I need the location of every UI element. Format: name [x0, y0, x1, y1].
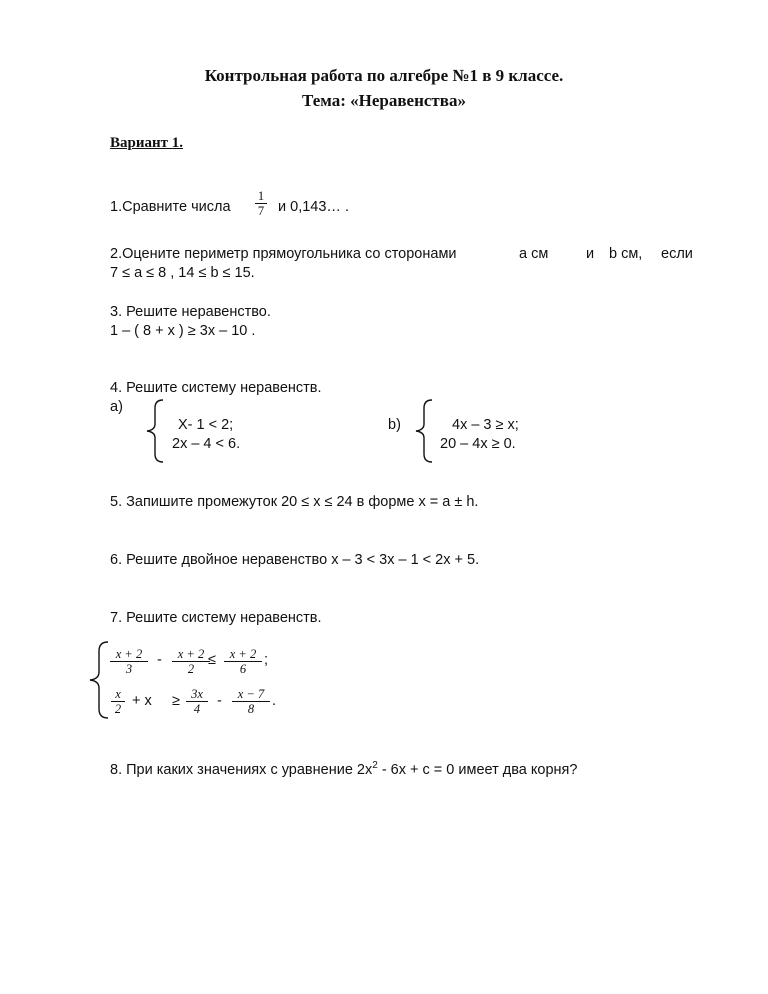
- task3-title: 3. Решите неравенство.: [110, 304, 271, 320]
- task7-r2-frac2-num: 3x: [186, 687, 208, 702]
- task7-r2-frac1-den: 2: [114, 702, 122, 716]
- task4-a-line1: Х- 1 < 2;: [178, 417, 234, 433]
- task4-b-label: b): [388, 417, 401, 433]
- task7-r1-frac1: [110, 647, 148, 676]
- task2-line1-e: если: [661, 246, 693, 262]
- task7-r1-frac3-den: 6: [239, 662, 247, 676]
- task4-b-brace: [412, 398, 434, 464]
- task2-line1-b: а см: [519, 246, 549, 262]
- task7-r2-frac3-den: 8: [247, 702, 255, 716]
- task8-text-a: 8. При каких значениях с уравнение 2х: [110, 761, 373, 778]
- task7-brace: [86, 640, 110, 720]
- task7-title: 7. Решите систему неравенств.: [110, 610, 322, 626]
- task7-r1-end: ;: [264, 652, 269, 668]
- task1-fraction: [255, 189, 267, 218]
- variant-heading: Вариант 1.: [110, 135, 184, 151]
- task7-r2-frac2: [186, 687, 208, 716]
- task7-r1-op2: ≤: [208, 652, 216, 668]
- task1-frac-den: 7: [257, 204, 265, 218]
- task7-r2-frac3-num: x − 7: [232, 687, 270, 702]
- task4-a-line2: 2х – 4 < 6.: [172, 436, 241, 452]
- task7-r2-frac3: [232, 687, 270, 716]
- task1-frac-num: 1: [255, 189, 267, 204]
- task4-b-line1: 4х – 3 ≥ х;: [452, 417, 519, 433]
- task7-r2-plus-x: + x: [132, 693, 152, 709]
- task6-text: 6. Решите двойное неравенство х – 3 < 3х – 1 < 2х + 5.: [110, 552, 480, 568]
- task1-text: 1.Сравните числа: [110, 199, 231, 215]
- task1-tail: и 0,143… .: [278, 199, 349, 215]
- task5-text: 5. Запишите промежуток 20 ≤ х ≤ 24 в форме х = а ± h.: [110, 494, 479, 510]
- task2-line2: 7 ≤ а ≤ 8 , 14 ≤ b ≤ 15.: [110, 265, 255, 281]
- task7-r2-end: .: [272, 693, 277, 709]
- title-line-2: Тема: «Неравенства»: [302, 91, 466, 110]
- task7-r2-frac1: [111, 687, 125, 716]
- task4-title: 4. Решите систему неравенств.: [110, 380, 322, 396]
- task4-b-line2: 20 – 4х ≥ 0.: [440, 436, 516, 452]
- task2-line1-a: 2.Оцените периметр прямоугольника со сторонами: [110, 246, 457, 262]
- task7-r1-frac2-den: 2: [187, 662, 195, 676]
- task2-line1-c: и: [586, 246, 595, 262]
- task7-r1-frac1-den: 3: [125, 662, 133, 676]
- task7-r2-frac1-num: x: [111, 687, 125, 702]
- task4-a-brace: [143, 398, 165, 464]
- task8-superscript: 2: [372, 760, 378, 771]
- task7-r2-frac2-den: 4: [193, 702, 201, 716]
- task7-r1-frac2: [172, 647, 210, 676]
- task3-expression: 1 – ( 8 + х ) ≥ 3х – 10 .: [110, 323, 256, 339]
- task2-line1-d: b см,: [609, 246, 643, 262]
- task8-text: [110, 760, 577, 778]
- task7-r2-op: ≥: [172, 693, 180, 709]
- task4-a-label: а): [110, 399, 123, 415]
- task7-r1-op1: -: [157, 652, 162, 668]
- task7-r1-frac3-num: x + 2: [224, 647, 262, 662]
- task7-r1-frac3: [224, 647, 262, 676]
- task7-r2-minus: -: [217, 693, 222, 709]
- task7-r1-frac2-num: x + 2: [172, 647, 210, 662]
- task8-text-b: - 6х + с = 0 имеет два корня?: [377, 761, 578, 778]
- title-line-1: Контрольная работа по алгебре №1 в 9 классе.: [204, 66, 564, 85]
- task7-r1-frac1-num: x + 2: [110, 647, 148, 662]
